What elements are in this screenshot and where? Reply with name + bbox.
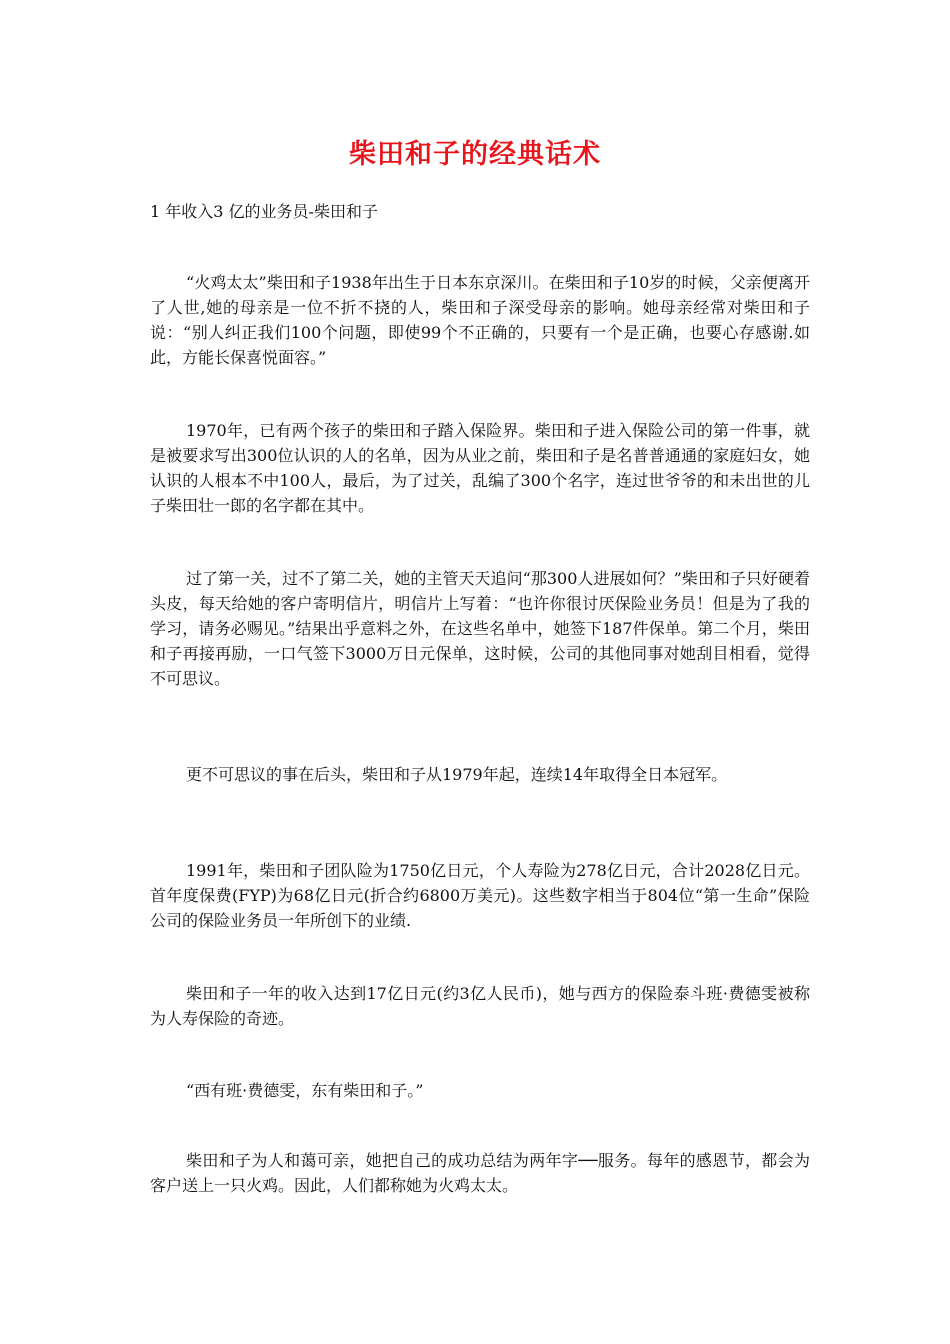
paragraph-5: 1991年，柴田和子团队险为1750亿日元，个人寿险为278亿日元，合计2028亿日元。首年度保费(FYP)为68亿日元(折合约6800万美元)。这些数字相当于804位“第一生命”保险公司的保险业务员一年所创下的业绩. <box>150 861 810 930</box>
document-subtitle: 1 年收入3 亿的业务员-柴田和子 <box>150 202 378 221</box>
paragraph-3: 过了第一关，过不了第二关，她的主管天天追问“那300人进展如何？”柴田和子只好硬着头皮，每天给她的客户寄明信片，明信片上写着：“也许你很讨厌保险业务员！但是为了我的学习，请务必赐见。”结果出乎意料之外，在这些名单中，她签下187件保单。第二个月，柴田和子再接再励，一口气签下3000万日元保单，这时候，公司的其他同事对她刮目相看，觉得不可思议。 <box>150 569 810 688</box>
paragraph-4: 更不可思议的事在后头，柴田和子从1979年起，连续14年取得全日本冠军。 <box>186 765 728 784</box>
paragraph-7: “西有班·费德雯，东有柴田和子。” <box>186 1081 424 1100</box>
paragraph-1: “火鸡太太”柴田和子1938年出生于日本东京深川。在柴田和子10岁的时候，父亲便离开了人世,她的母亲是一位不折不挠的人，柴田和子深受母亲的影响。她母亲经常对柴田和子说：“别人纠正我们100个问题，即使99个不正确的，只要有一个是正确，也要心存感谢.如此，方能长保喜悦面容。” <box>150 273 810 367</box>
document-title: 柴田和子的经典话术 <box>349 139 601 170</box>
paragraph-6: 柴田和子一年的收入达到17亿日元(约3亿人民币)，她与西方的保险泰斗班·费德雯被称为人寿保险的奇迹。 <box>150 984 810 1028</box>
paragraph-2: 1970年，已有两个孩子的柴田和子踏入保险界。柴田和子进入保险公司的第一件事，就是被要求写出300位认识的人的名单，因为从业之前，柴田和子是名普普通通的家庭妇女，她认识的人根本不中100人，最后，为了过关，乱编了300个名字，连过世爷爷的和未出世的儿子柴田壮一郎的名字都在其中。 <box>150 421 810 515</box>
paragraph-8: 柴田和子为人和蔼可亲，她把自己的成功总结为两年字──服务。每年的感恩节，都会为客户送上一只火鸡。因此，人们都称她为火鸡太太。 <box>150 1151 810 1195</box>
